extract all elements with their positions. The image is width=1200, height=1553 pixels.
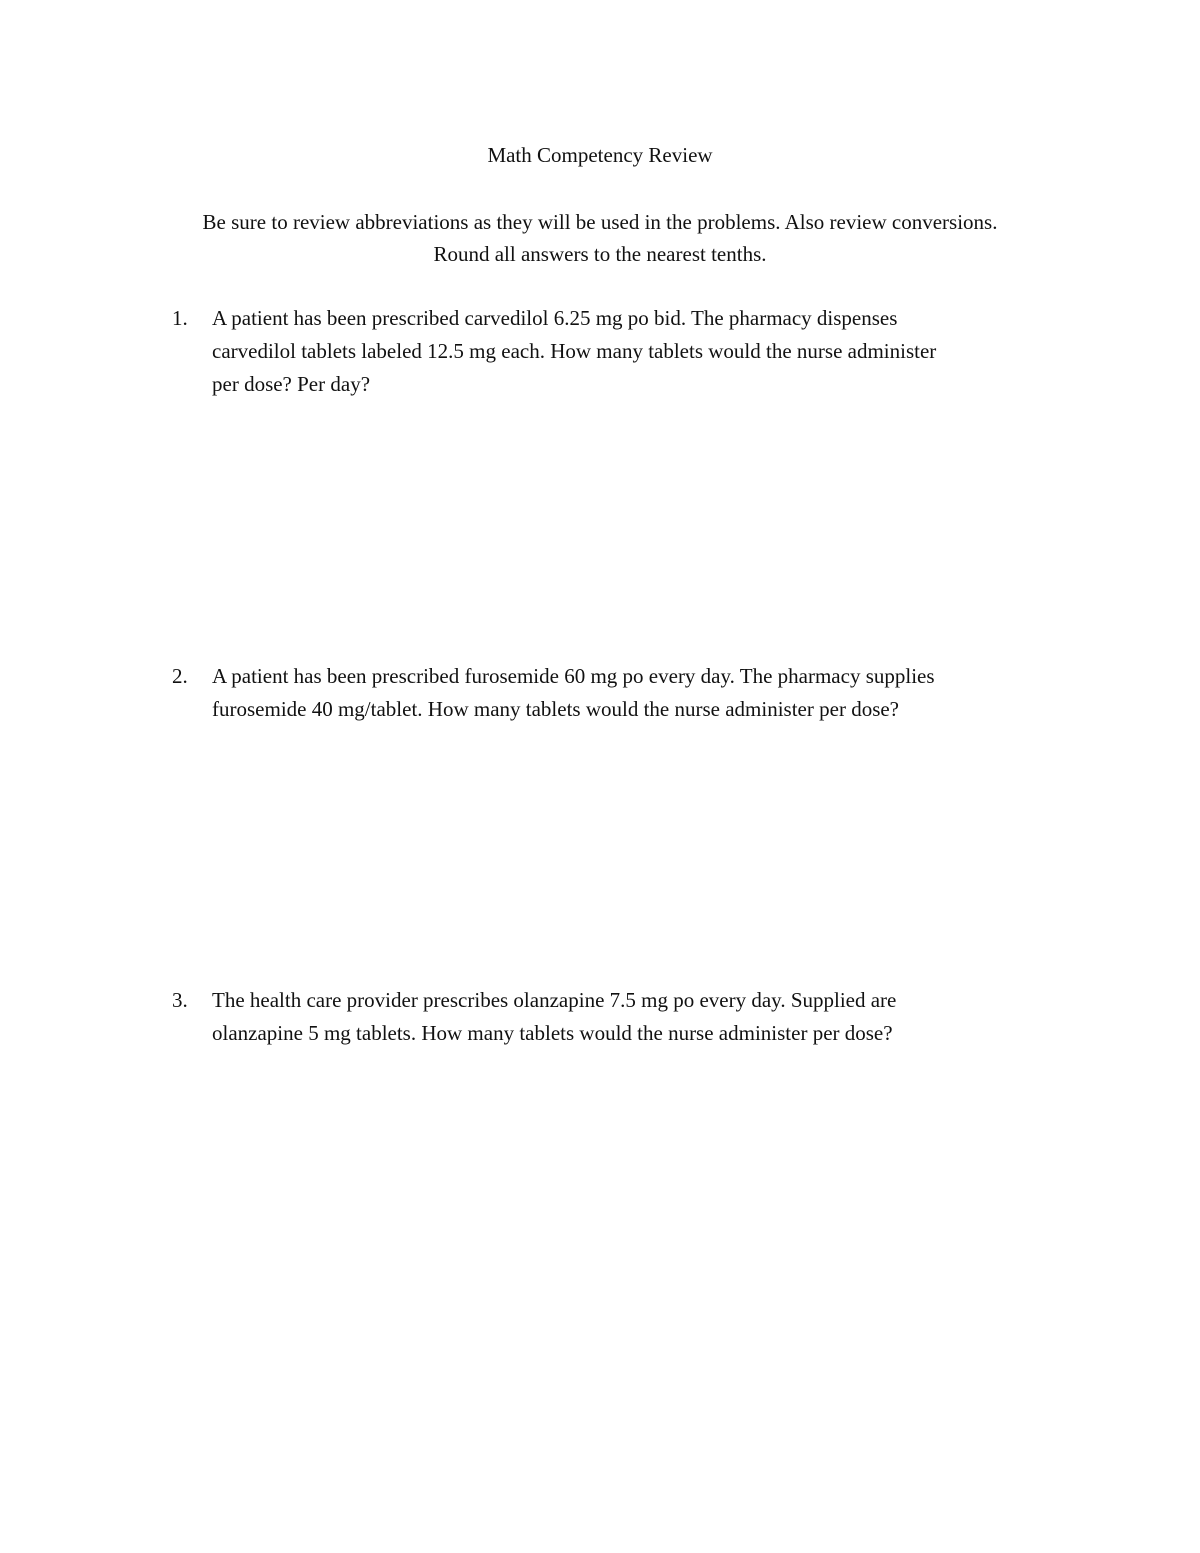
question-text (212, 984, 1052, 1050)
question-number: 1. (172, 306, 188, 330)
question-3 (172, 984, 1052, 1050)
question-line: per dose? Per day? (212, 372, 371, 396)
question-1 (172, 302, 1052, 401)
question-line: The health care provider prescribes olanzapine 7.5 mg po every day. Supplied are (212, 988, 897, 1012)
question-text (212, 302, 1052, 401)
page-title: Math Competency Review (487, 143, 713, 167)
question-number: 2. (172, 664, 188, 688)
question-line: furosemide 40 mg/tablet. How many tablets would the nurse administer per dose? (212, 697, 900, 721)
instructions-line: Be sure to review abbreviations as they will be used in the problems. Also review conversions. (202, 210, 998, 234)
question-text (212, 660, 1052, 726)
instructions (0, 206, 1200, 270)
instructions-line: Round all answers to the nearest tenths. (433, 242, 767, 266)
question-line: A patient has been prescribed carvedilol 6.25 mg po bid. The pharmacy dispenses (212, 306, 898, 330)
question-2 (172, 660, 1052, 726)
question-line: olanzapine 5 mg tablets. How many tablets would the nurse administer per dose? (212, 1021, 893, 1045)
question-line: A patient has been prescribed furosemide 60 mg po every day. The pharmacy supplies (212, 664, 935, 688)
question-line: carvedilol tablets labeled 12.5 mg each. How many tablets would the nurse administer (212, 339, 937, 363)
question-number: 3. (172, 988, 188, 1012)
